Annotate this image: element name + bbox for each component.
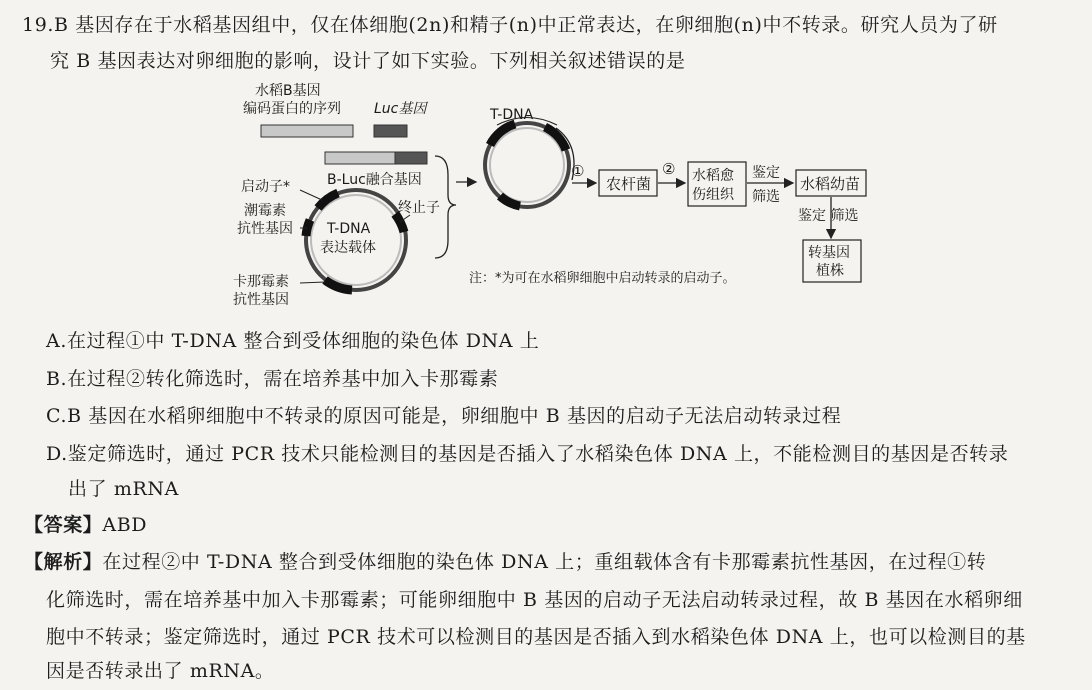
analysis-line-4: 因是否转录出了 mRNA。 <box>46 660 275 682</box>
label-hyg-2: 抗性基因 <box>237 221 293 237</box>
label-b-gene-2: 编码蛋白的序列 <box>243 101 341 117</box>
analysis-line-1 <box>24 547 986 574</box>
label-vector-2: 表达载体 <box>320 240 376 256</box>
option-b: B.在过程②转化筛选时，需在培养基中加入卡那霉素 <box>46 368 499 390</box>
diagram-note: 注：*为可在水稻卵细胞中启动转录的启动子。 <box>469 271 736 286</box>
box-callus-text-2: 伤组织 <box>692 187 734 203</box>
option-c: C.B 基因在水稻卵细胞中不转录的原因可能是，卵细胞中 B 基因的启动子无法启动转录过程 <box>46 405 842 427</box>
label-terminator: 终止子 <box>398 200 440 216</box>
box-plant-text-2: 植株 <box>816 263 844 279</box>
label-promoter: 启动子* <box>241 179 290 195</box>
step-1-marker: ① <box>571 162 585 180</box>
answer-line <box>24 510 147 537</box>
screen-label-3: 鉴定 筛选 <box>798 208 859 224</box>
answer-value: ABD <box>102 514 148 536</box>
b-gene-coding-bar <box>261 125 353 137</box>
option-a: A.在过程①中 T-DNA 整合到受体细胞的染色体 DNA 上 <box>46 330 540 352</box>
option-d-line-1: D.鉴定筛选时，通过 PCR 技术只能检测目的基因是否插入了水稻染色体 DNA 上，不能检测目的基因是否转录 <box>46 443 1009 465</box>
analysis-line-3: 胞中不转录；鉴定筛选时，通过 PCR 技术可以检测目的基因是否插入到水稻染色体 DNA 上，也可以检测目的基 <box>46 626 1026 648</box>
tdna-region-right <box>545 127 566 150</box>
question-line-2: 究 B 基因表达对卵细胞的影响，设计了如下实验。下列相关叙述错误的是 <box>50 50 686 72</box>
luc-gene-bar <box>374 125 407 137</box>
tdna-region-left <box>490 124 515 145</box>
label-vector-1: T-DNA <box>327 221 371 237</box>
box-seedling-text: 水稻幼苗 <box>800 175 861 193</box>
fusion-b-segment <box>325 152 395 164</box>
experiment-diagram <box>0 0 1092 330</box>
answer-label: 【答案】 <box>24 514 103 536</box>
fusion-luc-segment <box>395 152 427 164</box>
terminator-segment <box>395 214 404 232</box>
analysis-label: 【解析】 <box>24 551 103 573</box>
label-luc-gene: Luc基因 <box>374 101 427 117</box>
analysis-line-2: 化筛选时，需在培养基中加入卡那霉素；可能卵细胞中 B 基因的启动子无法启动转录过程，故 B 基因在水稻卵细 <box>46 589 1023 611</box>
step-2-marker: ② <box>662 160 676 178</box>
analysis-text-1: 在过程②中 T-DNA 整合到受体细胞的染色体 DNA 上；重组载体含有卡那霉素抗性基因，在过程①转 <box>102 551 987 573</box>
box-plant-text-1: 转基因 <box>808 245 850 261</box>
label-b-gene-1: 水稻B基因 <box>255 83 321 99</box>
label-fusion-gene: B-Luc融合基因 <box>327 172 422 188</box>
label-kan-1: 卡那霉素 <box>233 274 289 290</box>
screen-label-2: 筛选 <box>752 189 780 205</box>
question-line-1: 19.B 基因存在于水稻基因组中，仅在体细胞(2n)和精子(n)中正常表达，在卵细胞(n)中不转录。研究人员为了研 <box>22 14 998 36</box>
screen-label-1: 鉴定 <box>752 165 780 181</box>
label-kan-2: 抗性基因 <box>233 292 289 308</box>
label-hyg-1: 潮霉素 <box>244 203 286 219</box>
label-tdna: T-DNA <box>490 107 534 123</box>
box-agrobacterium-text: 农杆菌 <box>606 175 652 193</box>
box-callus-text-1: 水稻愈 <box>692 168 734 184</box>
option-d-line-2: 出了 mRNA <box>68 478 179 500</box>
